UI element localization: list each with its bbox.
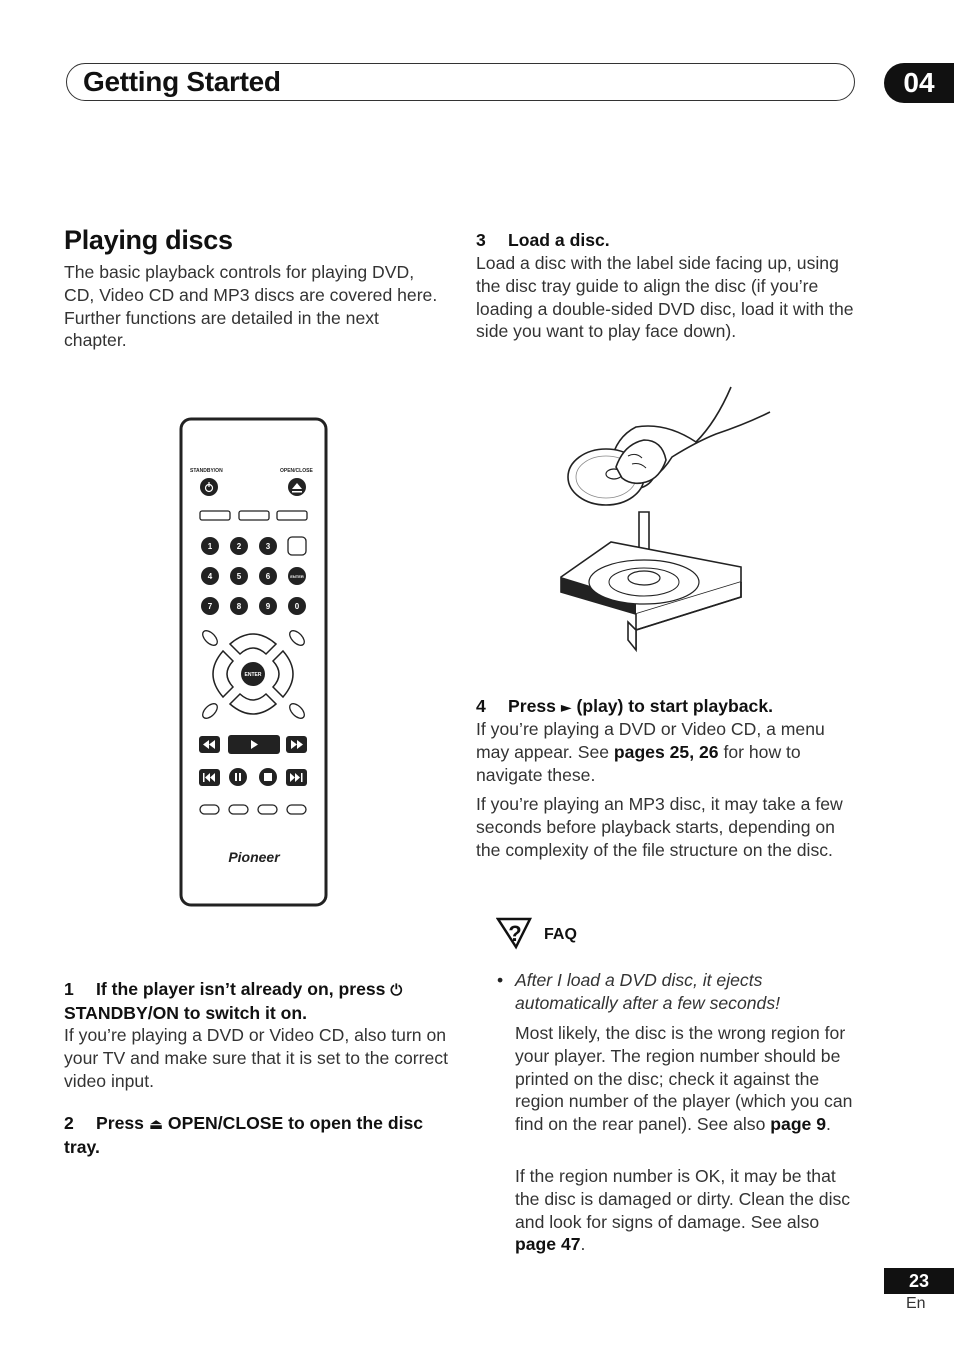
svg-text:ENTER: ENTER (244, 672, 262, 678)
step-4-title-start: Press (508, 696, 561, 716)
step-2-title-start: Press (96, 1113, 149, 1133)
step-2-title-end: OPEN/CLOSE to open the disc tray. (64, 1113, 424, 1157)
page-reference-47: page 47 (515, 1234, 581, 1255)
remote-function-key-1 (200, 511, 230, 520)
svg-text:8: 8 (236, 602, 242, 611)
remote-control-illustration (178, 416, 330, 908)
section-intro: The basic playback controls for playing DVD, CD, Video CD and MP3 discs are covered here. Further functions are detailed in the next chapter. (64, 262, 438, 351)
remote-standby-label: STANDBY/ON (190, 468, 223, 474)
step-2-heading (64, 1112, 449, 1158)
remote-bottom-key-1 (200, 805, 219, 814)
language-code: En (906, 1295, 926, 1312)
remote-number-4 (201, 567, 219, 585)
remote-fast-forward-button (286, 736, 307, 753)
page-reference-25-26: pages 25, 26 (613, 741, 719, 762)
step-1-title-start: If the player isn’t already on, press (96, 979, 391, 999)
step-4-title-end: (play) to start playback. (571, 696, 774, 716)
faq-label: FAQ (544, 926, 577, 943)
remote-previous-button (199, 769, 220, 786)
svg-text:2: 2 (236, 542, 242, 551)
remote-number-2 (230, 537, 248, 555)
remote-bottom-key-2 (229, 805, 248, 814)
remote-number-3 (259, 537, 277, 555)
svg-text:3: 3 (265, 542, 271, 551)
remote-number-enter-key (288, 567, 306, 585)
remote-play-button (228, 735, 280, 754)
disc-loading-illustration (556, 382, 776, 654)
step-4-heading (476, 695, 861, 720)
chapter-title: Getting Started (83, 66, 281, 97)
remote-clear-key (288, 537, 306, 555)
svg-text:5: 5 (236, 572, 242, 581)
page-reference-9: page 9 (770, 1114, 827, 1135)
remote-function-key-2 (239, 511, 269, 520)
step-2-number: 2 (64, 1113, 74, 1133)
faq-question-icon (496, 915, 532, 951)
pioneer-logo: Pioneer (228, 849, 280, 865)
svg-text:1: 1 (207, 542, 213, 551)
remote-stop-button (259, 768, 277, 786)
faq-answer-1: Most likely, the disc is the wrong region for your player. The region number should be printed on the disc; check it against the region number of the player (which you can find on the rear panel). See also page 9. (515, 1023, 853, 1135)
step-3-title: Load a disc. (508, 230, 610, 250)
faq-question: After I load a DVD disc, it ejects automatically after a few seconds! (515, 970, 781, 1013)
faq-answer-2: If the region number is OK, it may be that the disc is damaged or dirty. Clean the disc and look for signs of damage. See also page 47. (515, 1166, 851, 1255)
remote-pause-button (229, 768, 247, 786)
remote-bottom-key-4 (287, 805, 306, 814)
remote-function-key-3 (277, 511, 307, 520)
remote-number-8 (230, 597, 248, 615)
faq-bullet: • (497, 970, 504, 990)
remote-rewind-button (199, 736, 220, 753)
remote-number-6 (259, 567, 277, 585)
step-4-number: 4 (476, 696, 486, 716)
remote-number-5 (230, 567, 248, 585)
play-icon: ► (560, 700, 572, 716)
svg-text:4: 4 (207, 572, 213, 581)
step-3-number: 3 (476, 230, 486, 250)
remote-number-0 (288, 597, 306, 615)
remote-number-1 (201, 537, 219, 555)
chapter-number-badge: 04 (884, 63, 954, 103)
step-1-heading (64, 978, 449, 1024)
step-1-body: If you’re playing a DVD or Video CD, also turn on your TV and make sure that it is set to the correct video input. (64, 1025, 448, 1091)
svg-text:6: 6 (265, 572, 271, 581)
section-title: Playing discs (64, 225, 233, 255)
step-1-title-end: STANDBY/ON to switch it on. (64, 1002, 308, 1023)
remote-enter-button (241, 662, 265, 686)
svg-text:?: ? (508, 921, 522, 946)
svg-text:ENTER: ENTER (290, 574, 304, 579)
svg-text:9: 9 (265, 602, 271, 611)
remote-open-close-button (288, 478, 306, 496)
svg-text:7: 7 (207, 602, 213, 611)
remote-next-button (286, 769, 307, 786)
step-4-body-1: If you’re playing a DVD or Video CD, a menu may appear. See pages 25, 26 for how to navigate these. (476, 719, 825, 785)
step-4-body-2: If you’re playing an MP3 disc, it may take a few seconds before playback starts, depending on the complexity of the file structure on the disc. (476, 794, 843, 860)
standby-icon: ⏻ (390, 981, 403, 999)
eject-icon: ⏏ (148, 1115, 164, 1133)
remote-number-7 (201, 597, 219, 615)
remote-number-9 (259, 597, 277, 615)
step-3-body: Load a disc with the label side facing up, using the disc tray guide to align the disc (if you’re loading a double-sided DVD disc, load it with the side you want to play face down). (476, 253, 854, 342)
step-1-number: 1 (64, 979, 74, 999)
remote-open-close-label: OPEN/CLOSE (280, 468, 313, 474)
step-3-heading (476, 229, 861, 252)
svg-text:0: 0 (294, 602, 300, 611)
remote-bottom-key-3 (258, 805, 277, 814)
page-number: 23 (884, 1268, 954, 1294)
remote-standby-button (200, 478, 218, 496)
